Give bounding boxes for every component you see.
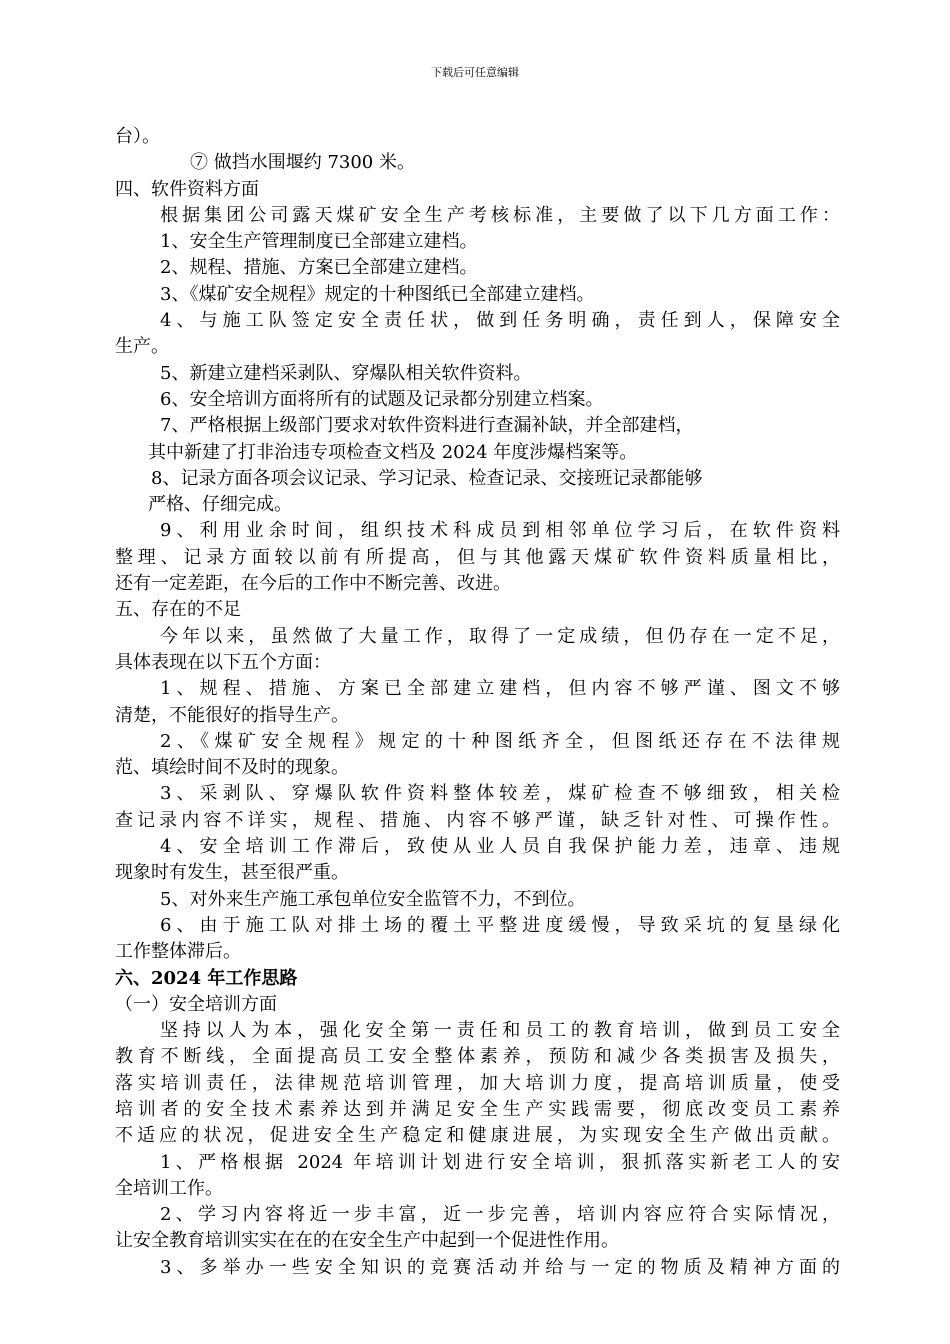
text-line: 整理、记录方面较以前有所提高，但与其他露天煤矿软件资料质量相比， <box>115 546 840 568</box>
text-line: 生产。 <box>115 336 169 358</box>
text-line: 3、《煤矿安全规程》规定的十种图纸已全部建立建档。 <box>160 283 595 305</box>
text-line: 1、严格根据 2024 年培训计划进行安全培训，狠抓落实新老工人的安 <box>160 1151 840 1173</box>
text-line: 2、《煤矿安全规程》规定的十种图纸齐全，但图纸还存在不法律规 <box>160 730 840 752</box>
text-line: 六、2024 年工作思路 <box>115 967 298 989</box>
text-line: 4、安全培训工作滞后，致使从业人员自我保护能力差，违章、违规 <box>160 836 840 858</box>
text-line: 1、规程、措施、方案已全部建立建档，但内容不够严谨、图文不够 <box>160 678 840 700</box>
text-line: 还有一定差距，在今后的工作中不断完善、改进。 <box>115 573 511 595</box>
text-line: 6、安全培训方面将所有的试题及记录都分别建立档案。 <box>160 388 604 410</box>
text-line: 4、与施工队签定安全责任状，做到任务明确，责任到人，保障安全 <box>160 310 840 332</box>
text-line: ⑦ 做挡水围堰约 7300 米。 <box>190 152 415 174</box>
text-line: 2、规程、措施、方案已全部建立建档。 <box>160 257 478 279</box>
text-line: 今年以来，虽然做了大量工作，取得了一定成绩，但仍存在一定不足， <box>160 625 840 647</box>
text-line: 3、多举办一些安全知识的竞赛活动并给与一定的物质及精神方面的 <box>160 1256 840 1278</box>
text-line: 6、由于施工队对排土场的覆土平整进度缓慢，导致采坑的复垦绿化 <box>160 914 840 936</box>
text-line: 严格、仔细完成。 <box>148 494 292 516</box>
text-line: 台）。 <box>115 126 160 147</box>
text-line: （一）安全培训方面 <box>115 993 277 1015</box>
text-line: 9、利用业余时间，组织技术科成员到相邻单位学习后，在软件资料 <box>160 520 840 542</box>
text-line: 查记录内容不详实，规程、措施、内容不够严谨，缺乏针对性、可操作性。 <box>115 809 840 831</box>
text-line: 其中新建了打非治违专项检查文档及 2024 年度涉爆档案等。 <box>148 441 638 463</box>
text-line: 五、存在的不足 <box>115 599 241 621</box>
text-line: 坚持以人为本，强化安全第一责任和员工的教育培训，做到员工安全 <box>160 1020 840 1042</box>
text-line: 范、填绘时间不及时的现象。 <box>115 757 349 779</box>
text-line: 1、安全生产管理制度已全部建立建档。 <box>160 231 478 253</box>
text-line: 不适应的状况，促进安全生产稳定和健康进展，为实现安全生产做出贡献。 <box>115 1125 840 1147</box>
text-line: 教育不断线，全面提高员工安全整体素养，预防和减少各类损害及损失， <box>115 1046 840 1068</box>
document-body <box>115 124 840 1281</box>
text-line: 3、采剥队、穿爆队软件资料整体较差，煤矿检查不够细致，相关检 <box>160 783 840 805</box>
text-line: 5、对外来生产施工承包单位安全监管不力，不到位。 <box>160 888 586 910</box>
text-line: 7、严格根据上级部门要求对软件资料进行查漏补缺，并全部建档， <box>160 415 694 437</box>
text-line: 具体表现在以下五个方面： <box>115 651 331 673</box>
text-line: 四、软件资料方面 <box>115 178 259 200</box>
text-line: 5、新建立建档采剥队、穿爆队相关软件资料。 <box>160 362 532 384</box>
page-header: 下载后可任意编辑 <box>431 66 519 79</box>
text-line: 工作整体滞后。 <box>115 941 241 963</box>
text-line: 让安全教育培训实实在在的在安全生产中起到一个促进性作用。 <box>115 1230 619 1252</box>
text-line: 清楚，不能很好的指导生产。 <box>115 704 349 726</box>
text-line: 2、学习内容将近一步丰富，近一步完善，培训内容应符合实际情况， <box>160 1204 840 1226</box>
text-line: 培训者的安全技术素养达到并满足安全生产实践需要，彻底改变员工素养 <box>115 1098 840 1120</box>
text-line: 全培训工作。 <box>115 1177 223 1199</box>
text-line: 根据集团公司露天煤矿安全生产考核标准，主要做了以下几方面工作： <box>160 204 840 226</box>
text-line: 现象时有发生，甚至很严重。 <box>115 862 349 884</box>
text-line: 落实培训责任，法律规范培训管理，加大培训力度，提高培训质量，使受 <box>115 1072 840 1094</box>
text-line: 8、记录方面各项会议记录、学习记录、检查记录、交接班记录都能够 <box>151 467 703 489</box>
